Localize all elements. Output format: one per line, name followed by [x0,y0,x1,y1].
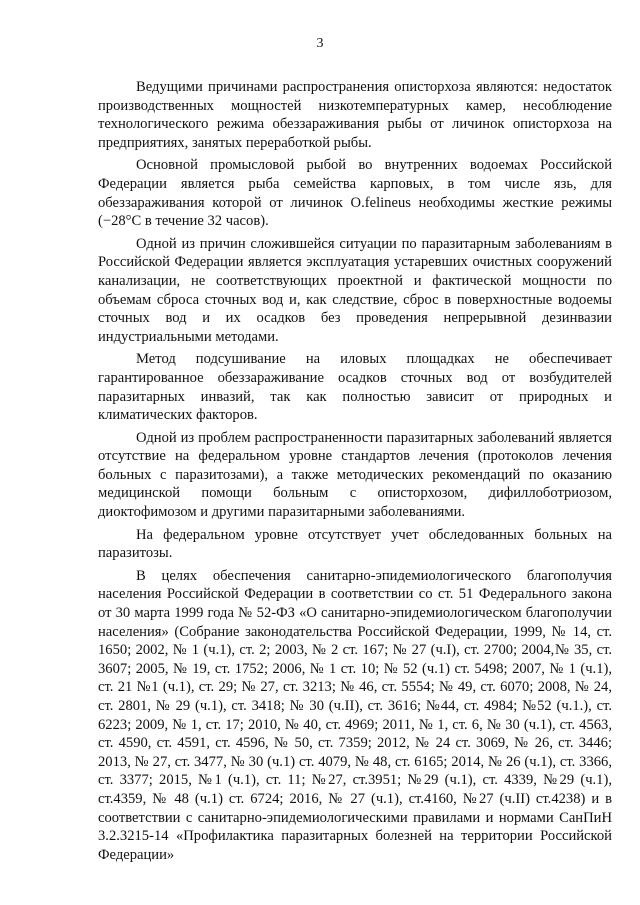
paragraph-carp-fish: Основной промысловой рыбой во внутренних водоемах Российской Федерации является рыба семейства карповых, в том числе язь, для обеззараживания которой от личинок O.felineus необходимы жесткие режимы (−28°С в течение 32 часов). [98,157,612,230]
paragraph-drying-method: Метод подсушивание на иловых площадках не обеспечивает гарантированное обеззараживание осадков сточных вод от возбудителей паразитарных инвазий, так как полностью зависит от природных и климатических факторов. [98,351,612,424]
page-number: 3 [316,36,324,51]
document-body [98,78,612,864]
paragraph-legal-basis: В целях обеспечения санитарно-эпидемиологического благополучия населения Российской Федерации в соответствии со ст. 51 Федерального закона от 30 марта 1999 года № 52-ФЗ «О санитарно-эпидемиологическом благополучии населения» (Собрание законодательства Российской Федерации, 1999, № 14, ст. 1650; 2002, № 1 (ч.1), ст. 2; 2003, № 2 ст. 167; № 27 (ч.I), ст. 2700; 2004,№ 35, ст. 3607; 2005, № 19, ст. 1752; 2006, № 1 ст. 10; № 52 (ч.1) ст. 5498; 2007, № 1 (ч.1), ст. 21 №1 (ч.1), ст. 29; № 27, ст. 3213; № 46, ст. 5554; № 49, ст. 6070; 2008, № 24, ст. 2801, № 29 (ч.1), ст. 3418; № 30 (ч.II), ст. 3616; №44, ст. 4984; №52 (ч.1.), ст. 6223; 2009, № 1, ст. 17; 2010, № 40, ст. 4969; 2011, № 1, ст. 6, № 30 (ч.1), ст. 4563, ст. 4590, ст. 4591, ст. 4596, № 50, ст. 7359; 2012, № 24 ст. 3069, № 26, ст. 3446; 2013, № 27, ст. 3477, № 30 (ч.1) ст. 4079, № 48, ст. 6165; 2014, № 26 (ч.1), ст. 3366, ст. 3377; 2015, №1 (ч.1), ст. 11; №27, ст.3951; №29 (ч.1), ст. 4339, №29 (ч.1), ст.4359, № 48 (ч.1) ст. 6724; 2016, № 27 (ч.1), ст.4160, №27 (ч.II) ст.4238) и в соответствии с санитарно-эпидемиологическими правилами и нормами СанПиН 3.2.3215-14 «Профилактика паразитарных болезней на территории Российской Федерации» [98,567,612,863]
paragraph-sewage-facilities: Одной из причин сложившейся ситуации по паразитарным заболеваниям в Российской Федерации является эксплуатация устаревших очистных сооружений канализации, не соответствующих проектной и фактической мощности по объемам сброса сточных вод и, как следствие, сброс в поверхностные водоемы сточных вод и их осадков без проведения непрерывной дезинвазии индустриальными методами. [98,235,612,345]
paragraph-treatment-standards: Одной из проблем распространенности паразитарных заболеваний является отсутствие на федеральном уровне стандартов лечения (протоколов лечения больных с паразитозами), а также методических рекомендаций по оказанию медицинской помощи больным с описторхозом, дифиллоботриозом, диоктофимозом и другими паразитарными заболеваниями. [98,429,612,521]
paragraph-opisthorchiasis-causes: Ведущими причинами распространения описторхоза являются: недостаток производственных мощностей низкотемпературных камер, несоблюдение технологического режима обеззараживания рыбы от личинок описторхоза на предприятиях, занятых переработкой рыбы. [98,79,612,151]
paragraph-patient-records: На федеральном уровне отсутствует учет обследованных больных на паразитозы. [98,526,612,562]
